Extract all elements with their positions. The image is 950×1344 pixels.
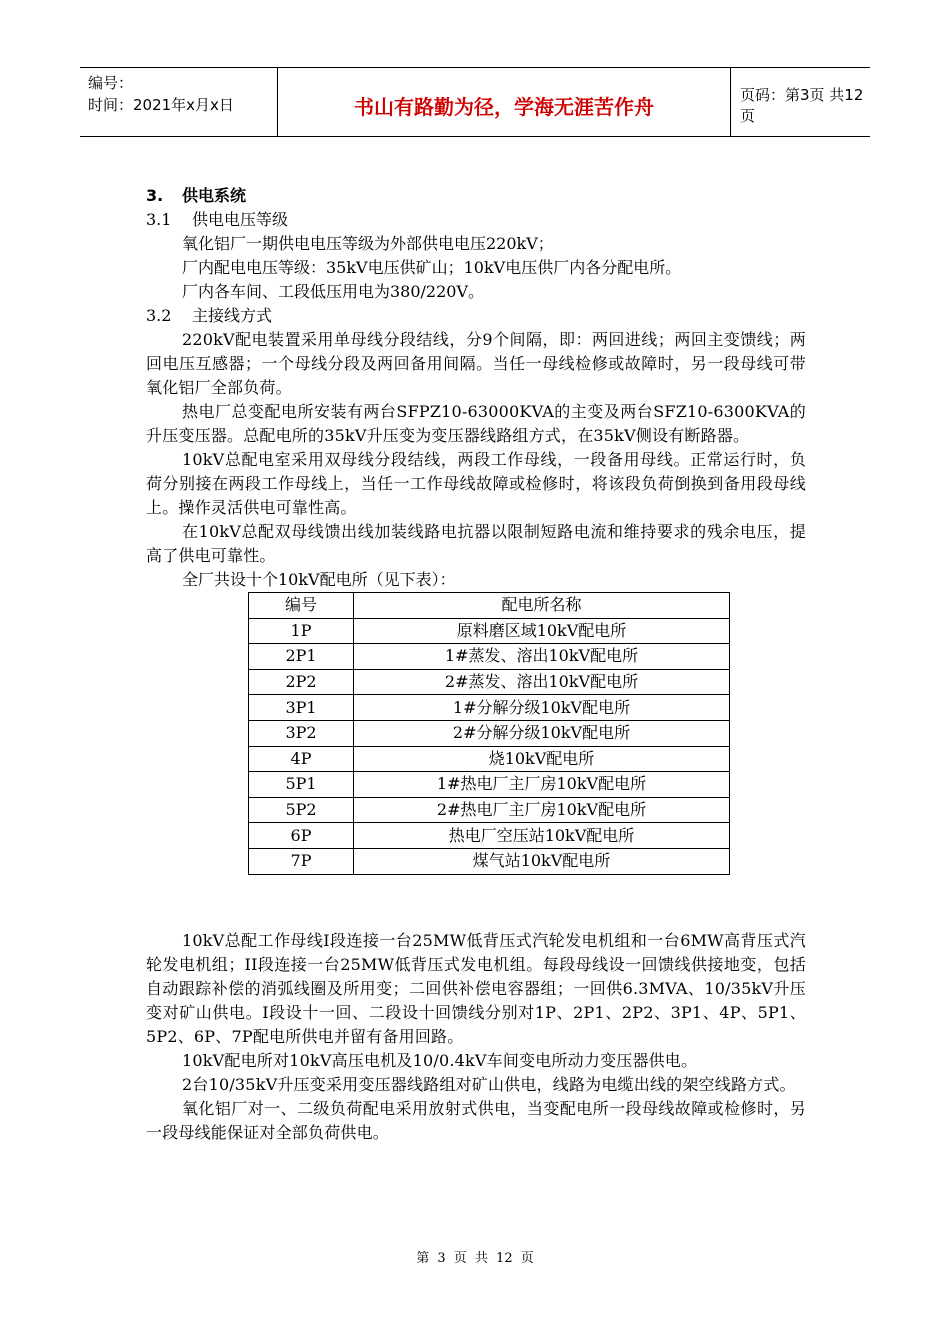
cell-name: 2#分解分级10kV配电所 — [354, 720, 730, 746]
voltage-line: 厂内各车间、工段低压用电为380/220V。 — [182, 282, 485, 301]
paragraph: 在10kV总配双母线馈出线加装线路电抗器以限制短路电流和维持要求的残余电压，提高了供电可靠性。 — [146, 522, 806, 565]
cell-name: 原料磨区域10kV配电所 — [354, 618, 730, 644]
subsection-title: 主接线方式 — [192, 306, 273, 325]
cell-number: 1P — [249, 618, 354, 644]
cell-number: 7P — [249, 848, 354, 874]
table-row — [249, 720, 730, 746]
spacer — [146, 875, 806, 929]
paragraph: 10kV总配工作母线I段连接一台25MW低背压式汽轮发电机组和一台6MW高背压式汽轮发电机组；II段连接一台25MW低背压式发电机组。每段母线设一回馈线供接地变，包括自动跟踪补偿的消弧线圈及所用变；二回供补偿电容器组；一回供6.3MVA、10/35kV升压变对矿山供电。I段设十一回、二段设十回馈线分别对1P、2P1、2P2、3P1、4P、5P1、5P2、6P、7P配电所供电并留有备用回路。 — [146, 930, 806, 1046]
paragraph: 热电厂总变配电所安装有两台SFPZ10-63000KVA的主变及两台SFZ10-6300KVA的升压变压器。总配电所的35kV升压变为变压器线路组方式，在35kV侧设有断路器。 — [146, 402, 806, 445]
cell-name: 2#蒸发、溶出10kV配电所 — [354, 669, 730, 695]
section-heading — [146, 184, 806, 208]
cell-name: 煤气站10kV配电所 — [354, 848, 730, 874]
header-page-info: 页码：第3页 共12页 — [740, 86, 864, 125]
table-row — [249, 772, 730, 798]
column-header-number: 编号 — [249, 593, 354, 619]
cell-number: 6P — [249, 823, 354, 849]
substation-table — [248, 592, 730, 875]
doc-number-label: 编号： — [88, 74, 134, 92]
table-row — [249, 644, 730, 670]
page-footer: 第 3 页 共 12 页 — [416, 1251, 534, 1266]
table-header-row — [249, 593, 730, 619]
doc-time-label: 时间：2021年x月x日 — [88, 96, 234, 114]
subsection-title: 供电电压等级 — [192, 210, 289, 229]
subsection-number: 3.2 — [146, 306, 172, 325]
table-row — [249, 618, 730, 644]
cell-name: 热电厂空压站10kV配电所 — [354, 823, 730, 849]
paragraph: 220kV配电装置采用单母线分段结线，分9个间隔，即：两回进线；两回主变馈线；两回电压互感器；一个母线分段及两回备用间隔。当任一母线检修或故障时，另一段母线可带氧化铝厂全部负荷。 — [146, 330, 806, 397]
document-body — [146, 184, 806, 1145]
table-row — [249, 746, 730, 772]
cell-number: 3P1 — [249, 695, 354, 721]
cell-name: 2#热电厂主厂房10kV配电所 — [354, 797, 730, 823]
page-header — [80, 67, 870, 137]
cell-number: 3P2 — [249, 720, 354, 746]
cell-name: 1#分解分级10kV配电所 — [354, 695, 730, 721]
section-title: 供电系统 — [182, 186, 247, 205]
cell-number: 5P1 — [249, 772, 354, 798]
table-row — [249, 669, 730, 695]
paragraph: 2台10/35kV升压变采用变压器线路组对矿山供电，线路为电缆出线的架空线路方式。 — [182, 1074, 796, 1094]
voltage-line: 氧化铝厂一期供电电压等级为外部供电电压220kV； — [182, 234, 554, 253]
paragraph: 10kV总配电室采用双母线分段结线，两段工作母线，一段备用母线。正常运行时，负荷分别接在两段工作母线上，当任一工作母线故障或检修时，将该段负荷倒换到备用段母线上。操作灵活供电可靠性高。 — [146, 450, 806, 517]
cell-name: 1#蒸发、溶出10kV配电所 — [354, 644, 730, 670]
header-motto: 书山有路勤为径，学海无涯苦作舟 — [277, 68, 731, 136]
cell-name: 1#热电厂主厂房10kV配电所 — [354, 772, 730, 798]
paragraph: 氧化铝厂对一、二级负荷配电采用放射式供电，当变配电所一段母线故障或检修时，另一段母线能保证对全部负荷供电。 — [146, 1098, 806, 1142]
table-row — [249, 823, 730, 849]
cell-number: 4P — [249, 746, 354, 772]
cell-number: 5P2 — [249, 797, 354, 823]
cell-number: 2P2 — [249, 669, 354, 695]
table-row — [249, 848, 730, 874]
cell-number: 2P1 — [249, 644, 354, 670]
subsection-number: 3.1 — [146, 210, 172, 229]
voltage-line: 厂内配电电压等级：35kV电压供矿山；10kV电压供厂内各分配电所。 — [182, 258, 682, 277]
header-meta — [88, 72, 234, 116]
table-row — [249, 797, 730, 823]
subsection-heading-2 — [146, 304, 806, 328]
table-intro: 全厂共设十个10kV配电所（见下表）： — [182, 570, 456, 589]
table-row — [249, 695, 730, 721]
subsection-heading-1 — [146, 208, 806, 232]
section-number: 3. — [146, 186, 164, 205]
paragraph: 10kV配电所对10kV高压电机及10/0.4kV车间变电所动力变压器供电。 — [182, 1050, 698, 1070]
column-header-name: 配电所名称 — [354, 593, 730, 619]
cell-name: 烧10kV配电所 — [354, 746, 730, 772]
